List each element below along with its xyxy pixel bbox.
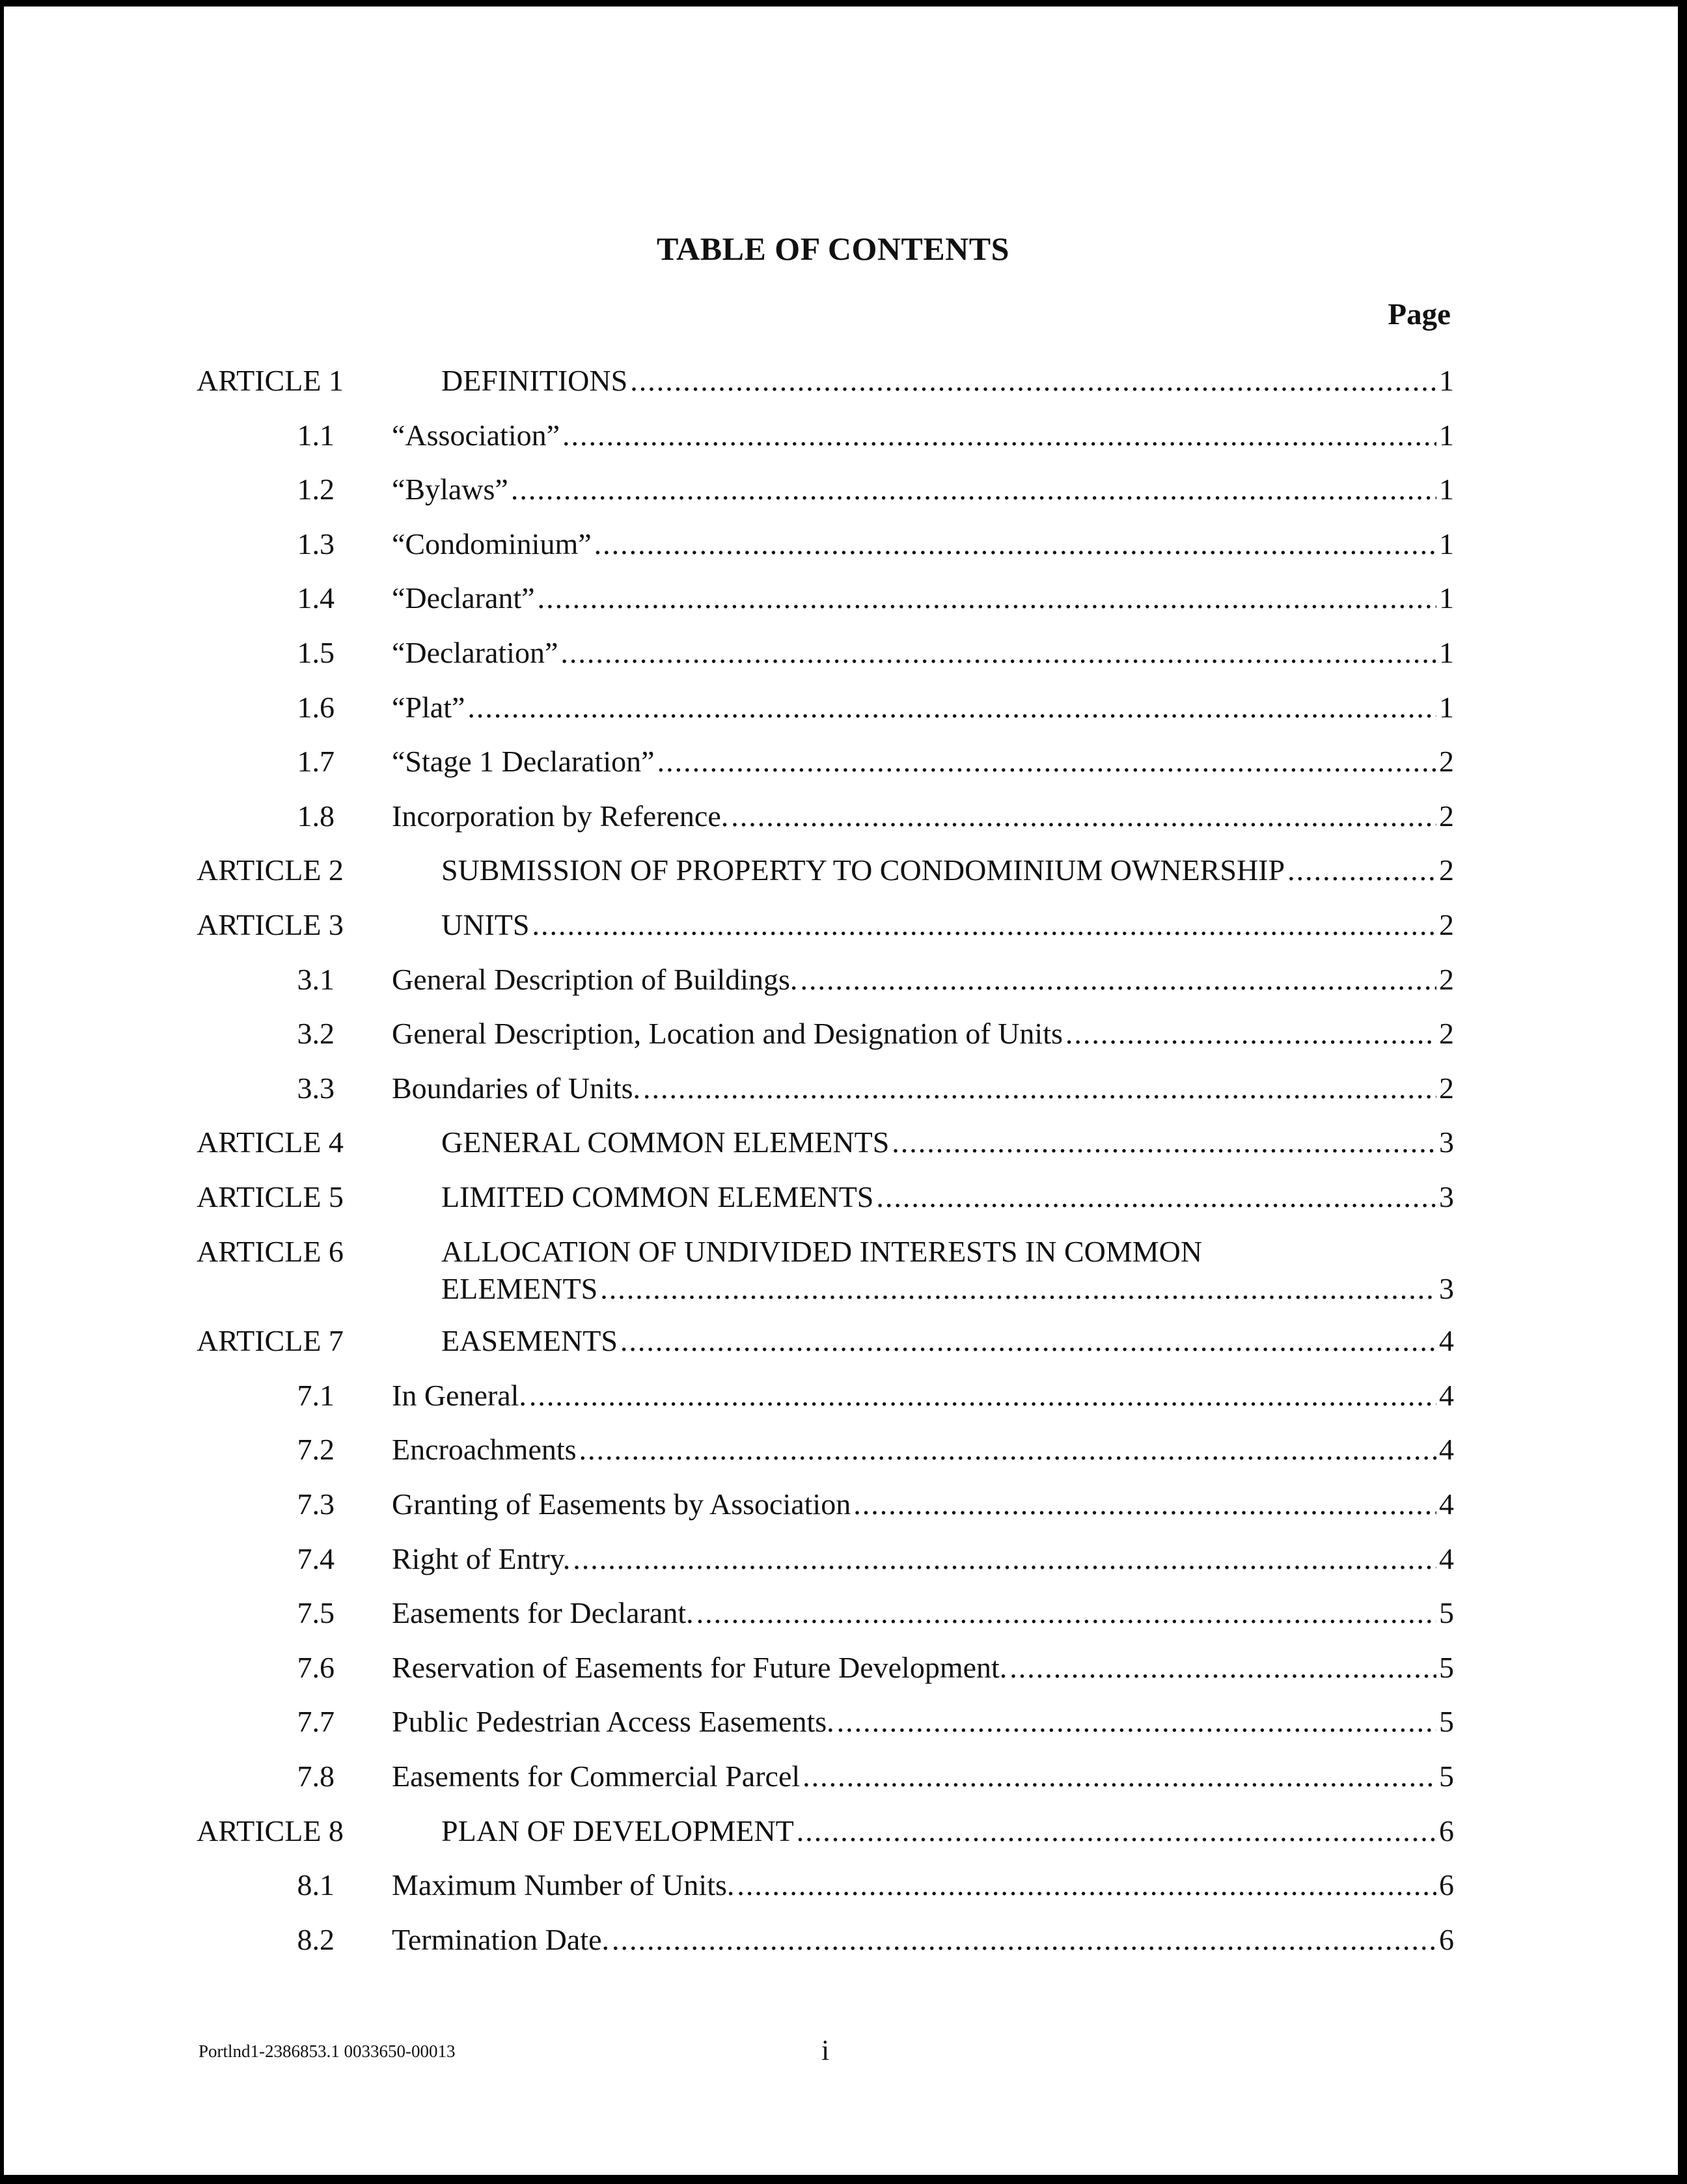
toc-page-number: 4 [1439,1541,1454,1575]
toc-article-row [0,361,1687,400]
toc-article-row [0,1812,1687,1851]
toc-dot-leader [600,1269,1436,1308]
toc-article-row [0,1123,1687,1162]
toc-page-number: 6 [1439,1922,1454,1956]
toc-section-number: 7.6 [297,1650,335,1684]
toc-article-label: ARTICLE 1 [197,364,344,397]
toc-article-row [0,1232,1687,1305]
toc-dot-leader [892,1123,1436,1162]
toc-article-label: ARTICLE 5 [197,1180,344,1213]
toc-entry [392,1594,1454,1633]
toc-section-number: 7.8 [297,1760,335,1793]
toc-entry [441,905,1454,945]
toc-entry [392,1540,1454,1579]
toc-dot-leader [529,1376,1436,1415]
toc-entry-title: Reservation of Easements for Future Development. [392,1650,1008,1684]
toc-entry-title: GENERAL COMMON ELEMENTS [441,1126,890,1159]
toc-dot-leader [1065,1014,1436,1053]
toc-entry [392,1069,1454,1108]
toc-page-number: 4 [1439,1433,1454,1467]
toc-page-number: 2 [1439,745,1454,779]
toc-entry [392,1866,1454,1905]
toc-section-row [0,633,1687,672]
toc-section-row [0,1594,1687,1633]
toc-page-number: 4 [1439,1378,1454,1412]
toc-entry [392,579,1454,618]
toc-section-row [0,1485,1687,1524]
toc-page-number: 5 [1439,1705,1454,1739]
toc-dot-leader [802,1757,1436,1796]
toc-dot-leader [797,1812,1436,1851]
toc-entry-title: “Association” [392,418,560,452]
toc-page-number: 5 [1439,1596,1454,1630]
toc-page-number: 2 [1439,1017,1454,1051]
toc-article-row [0,1178,1687,1217]
toc-entry-title: EASEMENTS [441,1324,618,1358]
toc-section-row [0,742,1687,781]
toc-entry [392,1014,1454,1053]
page-title: TABLE OF CONTENTS [657,230,1009,267]
toc-section-row [0,1540,1687,1579]
toc-page-number: 5 [1439,1650,1454,1684]
toc-entry [392,1920,1454,1959]
toc-article-label: ARTICLE 3 [197,908,344,941]
toc-entry-title: Easements for Declarant. [392,1596,694,1630]
toc-page-number: 1 [1439,527,1454,560]
toc-entry [392,797,1454,836]
toc-entry-title: Granting of Easements by Association [392,1487,851,1521]
toc-entry [392,470,1454,509]
toc-dot-leader [837,1702,1436,1741]
toc-page-number: 1 [1439,690,1454,724]
toc-entry-title: “Plat” [392,690,465,724]
toc-article-row [0,905,1687,945]
toc-entry [392,960,1454,999]
toc-entry-title: Easements for Commercial Parcel [392,1760,801,1793]
toc-section-number: 8.1 [297,1868,335,1902]
footer-page-number: i [821,2034,830,2066]
toc-section-number: 7.7 [297,1705,335,1739]
toc-page-number: 1 [1439,636,1454,669]
toc-entry-title: “Condominium” [392,527,592,560]
toc-entry [441,1321,1454,1361]
toc-section-number: 8.2 [297,1922,335,1956]
toc-entry [392,1648,1454,1687]
toc-page-number: 4 [1439,1487,1454,1521]
toc-dot-leader [737,1866,1436,1905]
toc-entry [392,1376,1454,1415]
toc-section-number: 7.4 [297,1541,335,1575]
toc-section-row [0,1920,1687,1959]
toc-section-number: 1.7 [297,745,335,779]
toc-dot-leader [579,1430,1436,1469]
toc-section-row [0,1866,1687,1905]
toc-entry [392,525,1454,564]
toc-entry [392,742,1454,781]
toc-entry-title: UNITS [441,908,530,941]
toc-page-number: 3 [1439,1126,1454,1159]
toc-entry-title-line1: ALLOCATION OF UNDIVIDED INTERESTS IN COMMON [441,1234,1203,1268]
toc-article-label: ARTICLE 4 [197,1126,344,1159]
toc-section-number: 1.6 [297,690,335,724]
toc-section-number: 1.3 [297,527,335,560]
toc-entry-title: Public Pedestrian Access Easements. [392,1705,834,1739]
toc-dot-leader [620,1321,1436,1361]
toc-section-row [0,960,1687,999]
toc-section-number: 7.3 [297,1487,335,1521]
toc-article-label: ARTICLE 7 [197,1324,344,1358]
toc-section-number: 3.3 [297,1071,335,1105]
toc-dot-leader [643,1069,1436,1108]
toc-entry [441,1269,1454,1308]
toc-section-number: 3.1 [297,962,335,996]
toc-page-number: 3 [1439,1180,1454,1213]
toc-entry [441,361,1454,400]
toc-section-row [0,1430,1687,1469]
toc-entry [441,1123,1454,1162]
toc-entry-title: DEFINITIONS [441,364,628,397]
toc-dot-leader [511,470,1436,509]
toc-dot-leader [538,579,1436,618]
toc-page-number: 2 [1439,962,1454,996]
toc-entry-title: ELEMENTS [441,1271,598,1305]
toc-entry-title: SUBMISSION OF PROPERTY TO CONDOMINIUM OWNERSHIP [441,853,1285,887]
toc-entry-title: General Description of Buildings. [392,962,798,996]
toc-dot-leader [853,1485,1436,1524]
toc-section-number: 1.4 [297,581,335,615]
toc-page-number: 2 [1439,908,1454,941]
toc-page-number: 1 [1439,364,1454,397]
toc-page-number: 1 [1439,473,1454,506]
toc-section-row [0,1069,1687,1108]
toc-page-number: 3 [1439,1271,1454,1305]
toc-entry [392,688,1454,727]
footer-document-id: Portlnd1-2386853.1 0033650-00013 [199,2041,456,2061]
toc-entry [441,1178,1454,1217]
toc-dot-leader [630,361,1436,400]
toc-page-number: 2 [1439,1071,1454,1105]
toc-section-number: 1.8 [297,799,335,833]
toc-entry [392,633,1454,672]
toc-page-number: 2 [1439,853,1454,887]
toc-dot-leader [560,633,1436,672]
toc-entry-title: “Declaration” [392,636,558,669]
toc-section-row [0,525,1687,564]
toc-dot-leader [876,1178,1436,1217]
toc-entry [392,1702,1454,1741]
toc-section-number: 1.5 [297,636,335,669]
toc-dot-leader [532,905,1436,945]
toc-section-number: 3.2 [297,1017,335,1051]
toc-article-label: ARTICLE 6 [197,1234,344,1268]
toc-article-label: ARTICLE 2 [197,853,344,887]
toc-dot-leader [800,960,1436,999]
toc-entry-title: In General. [392,1378,527,1412]
toc-entry-title: General Description, Location and Designation of Units [392,1017,1063,1051]
toc-page-number: 1 [1439,418,1454,452]
toc-page-number: 4 [1439,1324,1454,1358]
toc-dot-leader [696,1594,1436,1633]
toc-dot-leader [562,416,1436,455]
toc-dot-leader [573,1540,1436,1579]
toc-dot-leader [1009,1648,1436,1687]
toc-section-row [0,416,1687,455]
toc-section-number: 1.2 [297,473,335,506]
toc-article-label: ARTICLE 8 [197,1814,344,1847]
toc-dot-leader [1287,851,1436,890]
toc-section-number: 7.1 [297,1378,335,1412]
toc-entry [441,851,1454,890]
toc-section-row [0,688,1687,727]
scan-border-bottom [0,2175,1687,2184]
toc-section-row [0,1648,1687,1687]
toc-entry-title: Maximum Number of Units. [392,1868,735,1902]
toc-section-number: 7.5 [297,1596,335,1630]
toc-section-row [0,1757,1687,1796]
toc-page-number: 2 [1439,799,1454,833]
toc-page-number: 1 [1439,581,1454,615]
toc-section-row [0,1014,1687,1053]
toc-entry-title: Encroachments [392,1433,577,1467]
toc-entry-title: Boundaries of Units. [392,1071,641,1105]
toc-dot-leader [657,742,1436,781]
toc-entry-title: “Bylaws” [392,473,508,506]
toc-page-number: 6 [1439,1814,1454,1847]
page-column-heading: Page [1388,297,1451,331]
toc-section-row [0,470,1687,509]
toc-entry [392,1485,1454,1524]
toc-dot-leader [467,688,1436,727]
toc-entry-title: Right of Entry. [392,1541,571,1575]
toc-dot-leader [612,1920,1436,1959]
toc-entry-title: “Declarant” [392,581,535,615]
scan-border-top [0,0,1687,7]
toc-article-row [0,1321,1687,1361]
toc-entry [392,1757,1454,1796]
toc-page-number: 5 [1439,1760,1454,1793]
toc-entry-title: LIMITED COMMON ELEMENTS [441,1180,874,1213]
toc-entry-title: Incorporation by Reference. [392,799,729,833]
toc-section-number: 1.1 [297,418,335,452]
toc-dot-leader [594,525,1436,564]
toc-entry-title: PLAN OF DEVELOPMENT [441,1814,794,1847]
toc-section-row [0,579,1687,618]
toc-article-row [0,851,1687,890]
toc-dot-leader [731,797,1436,836]
toc-page-number: 6 [1439,1868,1454,1902]
toc-section-row [0,1702,1687,1741]
toc-entry-title: “Stage 1 Declaration” [392,745,655,779]
toc-entry-title: Termination Date. [392,1922,609,1956]
toc-entry [392,416,1454,455]
toc-section-number: 7.2 [297,1433,335,1467]
toc-entry [392,1430,1454,1469]
toc-entry [441,1812,1454,1851]
toc-section-row [0,1376,1687,1415]
toc-section-row [0,797,1687,836]
